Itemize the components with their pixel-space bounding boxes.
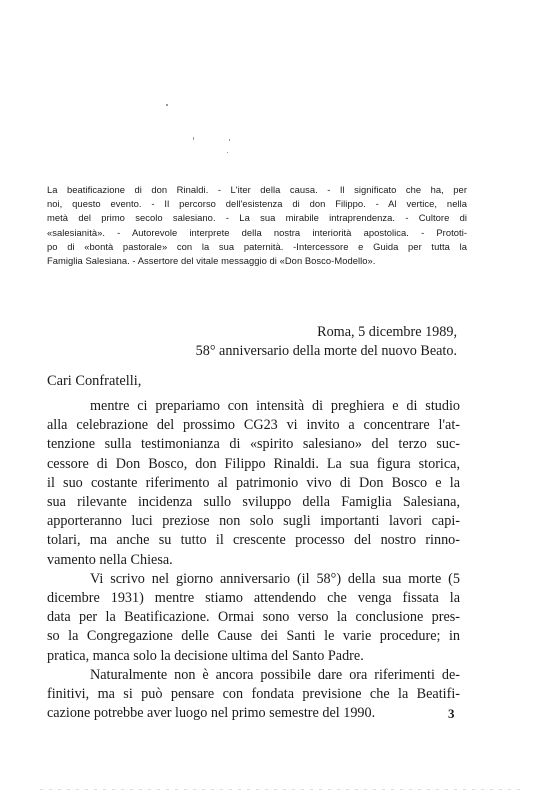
dateline xyxy=(160,323,457,361)
body-line: tolari, ma anche su tutto il crescente processo del nostro rinno- xyxy=(47,532,460,549)
body-line: so la Congregazione delle Cause dei Santi le varie procedure; in xyxy=(47,628,460,645)
body-line: Naturalmente non è ancora possibile dare ora riferimenti de- xyxy=(90,666,460,683)
chapter-summary xyxy=(47,183,467,268)
body-line: dicembre 1931) mentre stiamo attendendo che venga fissata la xyxy=(47,590,460,607)
body-line: Vi scrivo nel giorno anniversario (il 58°) della sua morte (5 xyxy=(90,570,460,587)
body-line: finitivi, ma si può pensare con fondata previsione che la Beatifi- xyxy=(47,686,460,703)
body-line: tenzione sulla testimonianza di «spirito salesiano» del terzo suc- xyxy=(47,436,460,453)
summary-line: metà del primo secolo salesiano. - La sua mirabile intraprendenza. - Cultore di xyxy=(47,212,467,224)
body-line: alla celebrazione del prossimo CG23 vi invito a concentrare l'at- xyxy=(47,417,460,434)
scan-speck xyxy=(193,137,194,140)
page-number: 3 xyxy=(448,706,455,721)
body-line: data per la Beatificazione. Ormai sono verso la conclusione pres- xyxy=(47,609,460,626)
summary-line: La beatificazione di don Rinaldi. - L'iter della causa. - Il significato che ha, per xyxy=(47,184,467,195)
body-line: pratica, manca solo la decisione ultima del Santo Padre. xyxy=(47,647,364,664)
body-line: il suo costante riferimento al patrimonio vivo di Don Bosco e la xyxy=(47,474,460,491)
body-line: apporteranno luci preziose non solo sugli importanti lavori capi- xyxy=(47,513,460,530)
summary-line: po di «bontà pastorale» con la sua paternità. -Intercessore e Guida per tutta la xyxy=(47,240,467,252)
letter-body xyxy=(47,397,460,723)
salutation: Cari Confratelli, xyxy=(47,373,142,389)
scan-speck xyxy=(227,152,228,153)
scan-speck xyxy=(166,104,168,106)
body-line: cazione potrebbe aver luogo nel primo semestre del 1990. xyxy=(47,705,376,722)
body-line: cessore di Don Bosco, don Filippo Rinaldi. La sua figura storica, xyxy=(47,455,460,472)
place-date: Roma, 5 dicembre 1989, xyxy=(317,324,457,340)
body-line: mentre ci prepariamo con intensità di preghiera e di studio xyxy=(90,398,460,414)
anniversary-note: 58° anniversario della morte del nuovo Beato. xyxy=(195,343,457,359)
body-line: vamento nella Chiesa. xyxy=(47,551,173,568)
scan-edge-noise xyxy=(40,789,520,790)
body-line: sua rilevante incidenza sullo sviluppo della Famiglia Salesiana, xyxy=(47,494,460,511)
summary-line: Famiglia Salesiana. - Assertore del vitale messaggio di «Don Bosco-Modello». xyxy=(47,255,376,267)
summary-line: noi, questo evento. - Il percorso dell'esistenza di don Filippo. - Al vertice, nella xyxy=(47,198,467,210)
scan-speck xyxy=(229,139,230,141)
summary-line: «salesianità». - Autorevole interprete della nostra interiorità apostolica. - Prototi- xyxy=(47,226,467,238)
